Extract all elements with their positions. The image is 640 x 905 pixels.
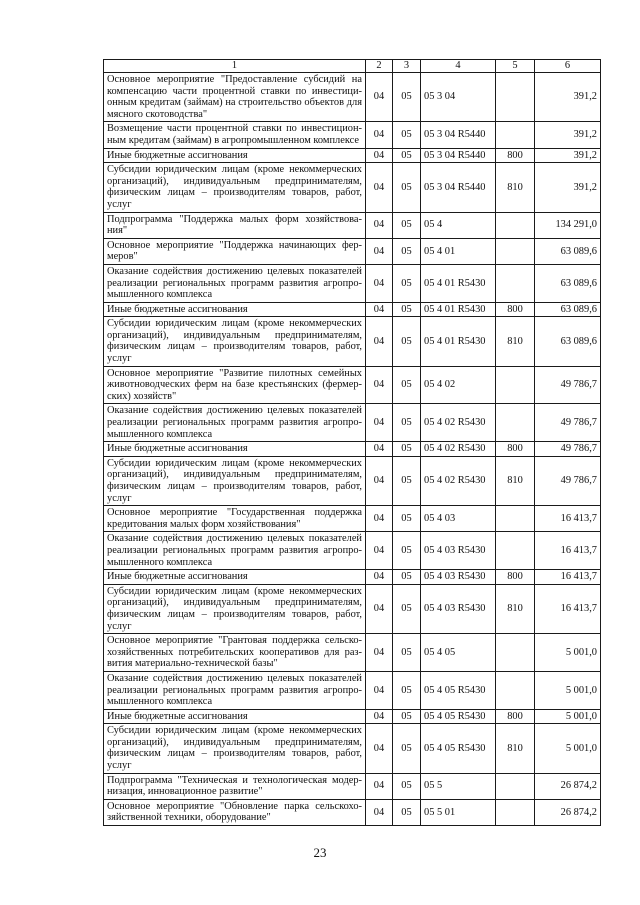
expense-type-code: 800: [496, 709, 535, 724]
target-article-code: 05 4 01: [421, 238, 496, 264]
amount: 63 089,6: [535, 317, 601, 366]
section-code: 04: [366, 506, 393, 532]
amount: 49 786,7: [535, 442, 601, 457]
subsection-code: 05: [393, 671, 421, 709]
subsection-code: 05: [393, 532, 421, 570]
header-col-4: 4: [421, 60, 496, 73]
section-code: 04: [366, 264, 393, 302]
subsection-code: 05: [393, 724, 421, 773]
header-col-2: 2: [366, 60, 393, 73]
section-code: 04: [366, 73, 393, 122]
subsection-code: 05: [393, 456, 421, 505]
expense-type-code: [496, 366, 535, 404]
subsection-code: 05: [393, 506, 421, 532]
target-article-code: 05 4 03: [421, 506, 496, 532]
amount: 16 413,7: [535, 532, 601, 570]
table-row: [104, 264, 601, 302]
section-code: 04: [366, 709, 393, 724]
subsection-code: 05: [393, 799, 421, 825]
header-col-5: 5: [496, 60, 535, 73]
amount: 16 413,7: [535, 506, 601, 532]
amount: 63 089,6: [535, 238, 601, 264]
subsection-code: 05: [393, 264, 421, 302]
target-article-code: 05 5: [421, 773, 496, 799]
table-row: [104, 506, 601, 532]
amount: 26 874,2: [535, 799, 601, 825]
target-article-code: 05 4 05 R5430: [421, 724, 496, 773]
amount: 63 089,6: [535, 264, 601, 302]
subsection-code: 05: [393, 302, 421, 317]
subsection-code: 05: [393, 634, 421, 672]
subsection-code: 05: [393, 442, 421, 457]
subsection-code: 05: [393, 122, 421, 148]
expense-type-code: 800: [496, 570, 535, 585]
table-row: [104, 366, 601, 404]
amount: 26 874,2: [535, 773, 601, 799]
row-description: Субсидии юридическим лицам (кроме некоммерческих организаций), индивидуальным предпринимателям, физическим лицам – производителям товаров, работ, услуг: [104, 163, 366, 212]
row-description: Основное мероприятие "Поддержка начинающих фер-меров": [104, 238, 366, 264]
expense-type-code: 810: [496, 163, 535, 212]
table-row: [104, 148, 601, 163]
header-col-6: 6: [535, 60, 601, 73]
table-row: [104, 163, 601, 212]
target-article-code: 05 3 04 R5440: [421, 122, 496, 148]
section-code: 04: [366, 317, 393, 366]
section-code: 04: [366, 671, 393, 709]
expense-type-code: [496, 264, 535, 302]
section-code: 04: [366, 799, 393, 825]
row-description: Оказание содействия достижению целевых показателей реализации региональных программ развития агропро-мышленного комплекса: [104, 264, 366, 302]
section-code: 04: [366, 212, 393, 238]
expense-type-code: 810: [496, 456, 535, 505]
expense-type-code: 800: [496, 442, 535, 457]
table-body: [104, 73, 601, 826]
section-code: 04: [366, 366, 393, 404]
header-col-1: 1: [104, 60, 366, 73]
page-number: 23: [313, 845, 327, 860]
target-article-code: 05 4 05: [421, 634, 496, 672]
subsection-code: 05: [393, 570, 421, 585]
expense-type-code: [496, 773, 535, 799]
table-row: [104, 73, 601, 122]
row-description: Субсидии юридическим лицам (кроме некоммерческих организаций), индивидуальным предпринимателям, физическим лицам – производителям товаров, работ, услуг: [104, 317, 366, 366]
row-description: Основное мероприятие "Развитие пилотных семейных животноводческих ферм на базе крестьянских (фермер-ских) хозяйств": [104, 366, 366, 404]
table-row: [104, 671, 601, 709]
row-description: Оказание содействия достижению целевых показателей реализации региональных программ развития агропро-мышленного комплекса: [104, 671, 366, 709]
row-description: Субсидии юридическим лицам (кроме некоммерческих организаций), индивидуальным предпринимателям, физическим лицам – производителям товаров, работ, услуг: [104, 584, 366, 633]
target-article-code: 05 4 02 R5430: [421, 404, 496, 442]
section-code: 04: [366, 532, 393, 570]
expense-type-code: 800: [496, 302, 535, 317]
subsection-code: 05: [393, 366, 421, 404]
amount: 16 413,7: [535, 584, 601, 633]
table-row: [104, 317, 601, 366]
subsection-code: 05: [393, 584, 421, 633]
amount: 134 291,0: [535, 212, 601, 238]
target-article-code: 05 4 03 R5430: [421, 584, 496, 633]
amount: 49 786,7: [535, 366, 601, 404]
target-article-code: 05 4 02: [421, 366, 496, 404]
expense-type-code: [496, 634, 535, 672]
amount: 63 089,6: [535, 302, 601, 317]
row-description: Субсидии юридическим лицам (кроме некоммерческих организаций), индивидуальным предпринимателям, физическим лицам – производителям товаров, работ, услуг: [104, 724, 366, 773]
expense-type-code: 810: [496, 724, 535, 773]
section-code: 04: [366, 302, 393, 317]
table-row: [104, 634, 601, 672]
section-code: 04: [366, 456, 393, 505]
expense-type-code: [496, 73, 535, 122]
target-article-code: 05 4 02 R5430: [421, 442, 496, 457]
section-code: 04: [366, 404, 393, 442]
row-description: Возмещение части процентной ставки по инвестицион-ным кредитам (займам) в агропромышленном комплексе: [104, 122, 366, 148]
target-article-code: 05 3 04 R5440: [421, 163, 496, 212]
amount: 391,2: [535, 163, 601, 212]
table-row: [104, 709, 601, 724]
table-row: [104, 724, 601, 773]
header-col-3: 3: [393, 60, 421, 73]
amount: 5 001,0: [535, 634, 601, 672]
table-row: [104, 799, 601, 825]
amount: 391,2: [535, 73, 601, 122]
amount: 5 001,0: [535, 709, 601, 724]
amount: 5 001,0: [535, 671, 601, 709]
table-header-row: [104, 60, 601, 73]
target-article-code: 05 3 04: [421, 73, 496, 122]
amount: 49 786,7: [535, 456, 601, 505]
amount: 16 413,7: [535, 570, 601, 585]
subsection-code: 05: [393, 73, 421, 122]
row-description: Иные бюджетные ассигнования: [104, 442, 366, 457]
row-description: Основное мероприятие "Грантовая поддержка сельско-хозяйственных потребительских кооперативов для раз-вития материально-технической базы": [104, 634, 366, 672]
row-description: Основное мероприятие "Предоставление субсидий на компенсацию части процентной ставки по инвестици-онным кредитам (займам) на строительство объектов для мясного скотоводства": [104, 73, 366, 122]
budget-table: [103, 59, 601, 826]
subsection-code: 05: [393, 709, 421, 724]
subsection-code: 05: [393, 773, 421, 799]
subsection-code: 05: [393, 404, 421, 442]
section-code: 04: [366, 773, 393, 799]
target-article-code: 05 4 05 R5430: [421, 709, 496, 724]
section-code: 04: [366, 634, 393, 672]
row-description: Иные бюджетные ассигнования: [104, 148, 366, 163]
target-article-code: 05 4 05 R5430: [421, 671, 496, 709]
target-article-code: 05 5 01: [421, 799, 496, 825]
section-code: 04: [366, 238, 393, 264]
row-description: Субсидии юридическим лицам (кроме некоммерческих организаций), индивидуальным предпринимателям, физическим лицам – производителям товаров, работ, услуг: [104, 456, 366, 505]
row-description: Иные бюджетные ассигнования: [104, 570, 366, 585]
table-row: [104, 442, 601, 457]
expense-type-code: [496, 238, 535, 264]
amount: 391,2: [535, 148, 601, 163]
expense-type-code: [496, 212, 535, 238]
expense-type-code: [496, 799, 535, 825]
row-description: Основное мероприятие "Обновление парка сельскохо-зяйственной техники, оборудование": [104, 799, 366, 825]
row-description: Основное мероприятие "Государственная поддержка кредитования малых форм хозяйствования": [104, 506, 366, 532]
table-row: [104, 532, 601, 570]
amount: 5 001,0: [535, 724, 601, 773]
amount: 49 786,7: [535, 404, 601, 442]
section-code: 04: [366, 122, 393, 148]
section-code: 04: [366, 148, 393, 163]
row-description: Подпрограмма "Техническая и технологическая модер-низация, инновационное развитие": [104, 773, 366, 799]
section-code: 04: [366, 724, 393, 773]
table-row: [104, 238, 601, 264]
expense-type-code: [496, 671, 535, 709]
target-article-code: 05 4 01 R5430: [421, 264, 496, 302]
subsection-code: 05: [393, 148, 421, 163]
expense-type-code: 810: [496, 584, 535, 633]
expense-type-code: 800: [496, 148, 535, 163]
target-article-code: 05 4 03 R5430: [421, 570, 496, 585]
section-code: 04: [366, 163, 393, 212]
target-article-code: 05 4: [421, 212, 496, 238]
target-article-code: 05 4 01 R5430: [421, 302, 496, 317]
row-description: Подпрограмма "Поддержка малых форм хозяйствова-ния": [104, 212, 366, 238]
expense-type-code: [496, 122, 535, 148]
table-row: [104, 570, 601, 585]
target-article-code: 05 3 04 R5440: [421, 148, 496, 163]
expense-type-code: [496, 404, 535, 442]
table-row: [104, 212, 601, 238]
expense-type-code: [496, 532, 535, 570]
table-row: [104, 122, 601, 148]
expense-type-code: 810: [496, 317, 535, 366]
row-description: Иные бюджетные ассигнования: [104, 302, 366, 317]
target-article-code: 05 4 03 R5430: [421, 532, 496, 570]
table-row: [104, 773, 601, 799]
subsection-code: 05: [393, 317, 421, 366]
table-row: [104, 302, 601, 317]
row-description: Оказание содействия достижению целевых показателей реализации региональных программ развития агропро-мышленного комплекса: [104, 404, 366, 442]
subsection-code: 05: [393, 163, 421, 212]
section-code: 04: [366, 584, 393, 633]
subsection-code: 05: [393, 238, 421, 264]
row-description: Иные бюджетные ассигнования: [104, 709, 366, 724]
table-row: [104, 456, 601, 505]
table-row: [104, 584, 601, 633]
target-article-code: 05 4 01 R5430: [421, 317, 496, 366]
target-article-code: 05 4 02 R5430: [421, 456, 496, 505]
table-row: [104, 404, 601, 442]
amount: 391,2: [535, 122, 601, 148]
row-description: Оказание содействия достижению целевых показателей реализации региональных программ развития агропро-мышленного комплекса: [104, 532, 366, 570]
expense-type-code: [496, 506, 535, 532]
section-code: 04: [366, 570, 393, 585]
subsection-code: 05: [393, 212, 421, 238]
section-code: 04: [366, 442, 393, 457]
